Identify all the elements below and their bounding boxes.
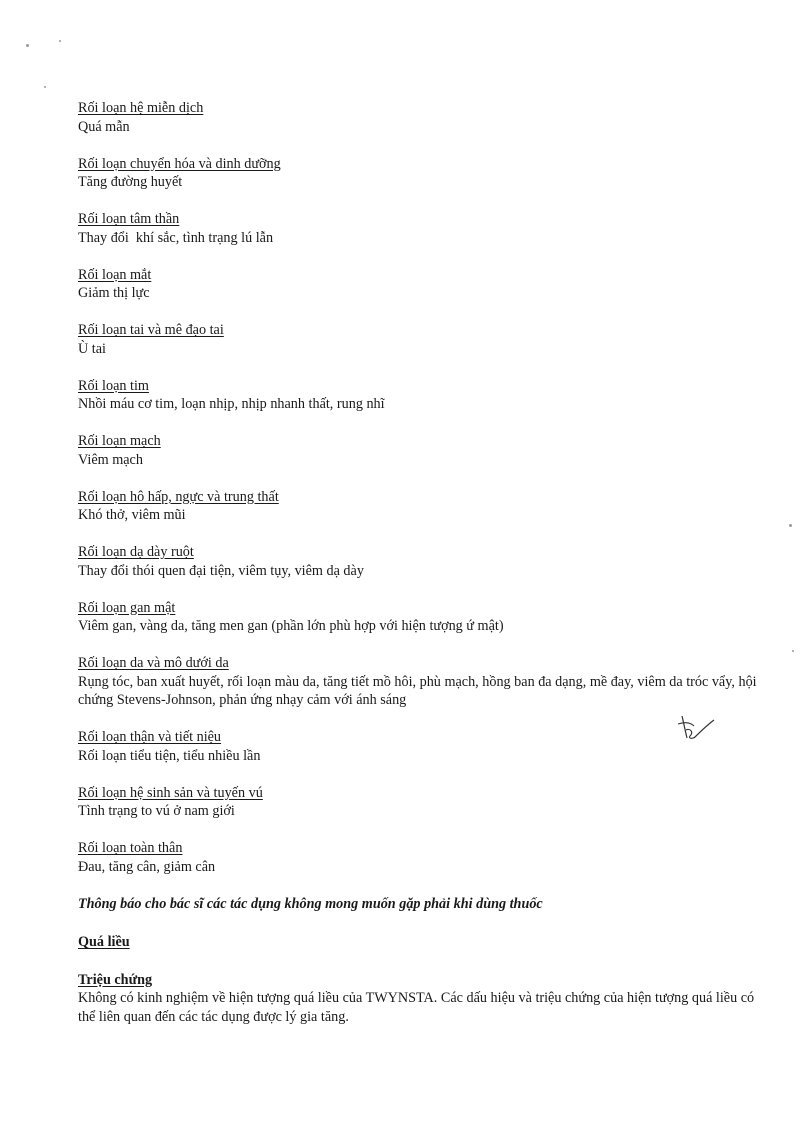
section-heading: Rối loạn mắt — [78, 266, 152, 283]
scan-speck — [59, 40, 61, 42]
section-text: Thay đổi thói quen đại tiện, viêm tụy, viêm dạ dày — [78, 562, 364, 579]
section-heading: Rối loạn hô hấp, ngực và trung thất — [78, 488, 279, 505]
symptoms-heading: Triệu chứng — [78, 971, 153, 988]
section-renal — [78, 728, 758, 765]
section-text: Đau, tăng cân, giảm cân — [78, 858, 216, 875]
section-text: Tăng đường huyết — [78, 174, 183, 190]
scan-speck — [26, 44, 29, 47]
signature-mark — [676, 710, 716, 746]
scan-speck — [789, 524, 792, 527]
section-eye — [78, 266, 758, 303]
section-text: Quá mẫn — [78, 118, 130, 135]
section-immune — [78, 99, 758, 136]
section-heading: Rối loạn tim — [78, 377, 149, 394]
notice-text: Thông báo cho bác sĩ các tác dụng không mong muốn gặp phải khi dùng thuốc — [78, 895, 543, 912]
section-heading: Rối loạn thận và tiết niệu — [78, 729, 222, 745]
section-gastro — [78, 543, 758, 580]
section-text: Giảm thị lực — [78, 285, 150, 301]
section-heading: Rối loạn dạ dày ruột — [78, 544, 194, 560]
document-body — [78, 99, 758, 1045]
symptoms-text: Không có kinh nghiệm về hiện tượng quá liều của TWYNSTA. Các dấu hiệu và triệu chứng của hiện tượng quá liều có thể liên quan đến các tác dụng được lý gia tăng. — [78, 990, 755, 1025]
section-reproductive — [78, 784, 758, 821]
section-ear — [78, 321, 758, 358]
scan-speck — [792, 650, 794, 652]
section-text: Khó thở, viêm mũi — [78, 507, 186, 523]
section-text: Rối loạn tiểu tiện, tiểu nhiều lần — [78, 747, 261, 764]
section-text: Nhồi máu cơ tim, loạn nhịp, nhịp nhanh thất, rung nhĩ — [78, 396, 385, 412]
section-text: Viêm mạch — [78, 451, 143, 468]
section-heading: Rối loạn da và mô dưới da — [78, 655, 229, 671]
section-heading: Rối loạn gan mật — [78, 599, 176, 616]
section-heading: Rối loạn toàn thân — [78, 840, 183, 856]
section-cardiac — [78, 377, 758, 414]
section-skin — [78, 654, 758, 710]
section-symptoms — [78, 971, 758, 1027]
section-text: Viêm gan, vàng da, tăng men gan (phần lớn phù hợp với hiện tượng ứ mật) — [78, 618, 504, 634]
section-heading: Rối loạn chuyển hóa và dinh dưỡng — [78, 155, 281, 172]
scan-speck — [44, 86, 46, 88]
section-text: Thay đổi khí sắc, tình trạng lú lẫn — [78, 229, 274, 246]
section-heading: Rối loạn mạch — [78, 433, 161, 449]
section-respiratory — [78, 488, 758, 525]
section-metabolism — [78, 155, 758, 192]
section-text: Ù tai — [78, 340, 106, 357]
section-heading: Rối loạn hệ miễn dịch — [78, 100, 204, 116]
overdose-heading-label: Quá liều — [78, 934, 130, 950]
section-heading: Rối loạn tâm thần — [78, 211, 180, 227]
section-vascular — [78, 432, 758, 469]
section-text: Tình trạng to vú ở nam giới — [78, 803, 235, 819]
section-hepatobiliary — [78, 599, 758, 636]
section-psychiatric — [78, 210, 758, 247]
section-heading: Rối loạn tai và mê đạo tai — [78, 322, 224, 338]
section-text: Rụng tóc, ban xuất huyết, rối loạn màu da, tăng tiết mồ hôi, phù mạch, hồng ban đa dạng, mề đay, viêm da tróc vẩy, hội chứng Stevens-Johnson, phản ứng nhạy cảm với ánh sáng — [78, 673, 757, 708]
overdose-heading — [78, 933, 758, 952]
section-heading: Rối loạn hệ sinh sản và tuyến vú — [78, 784, 263, 801]
section-general — [78, 839, 758, 876]
